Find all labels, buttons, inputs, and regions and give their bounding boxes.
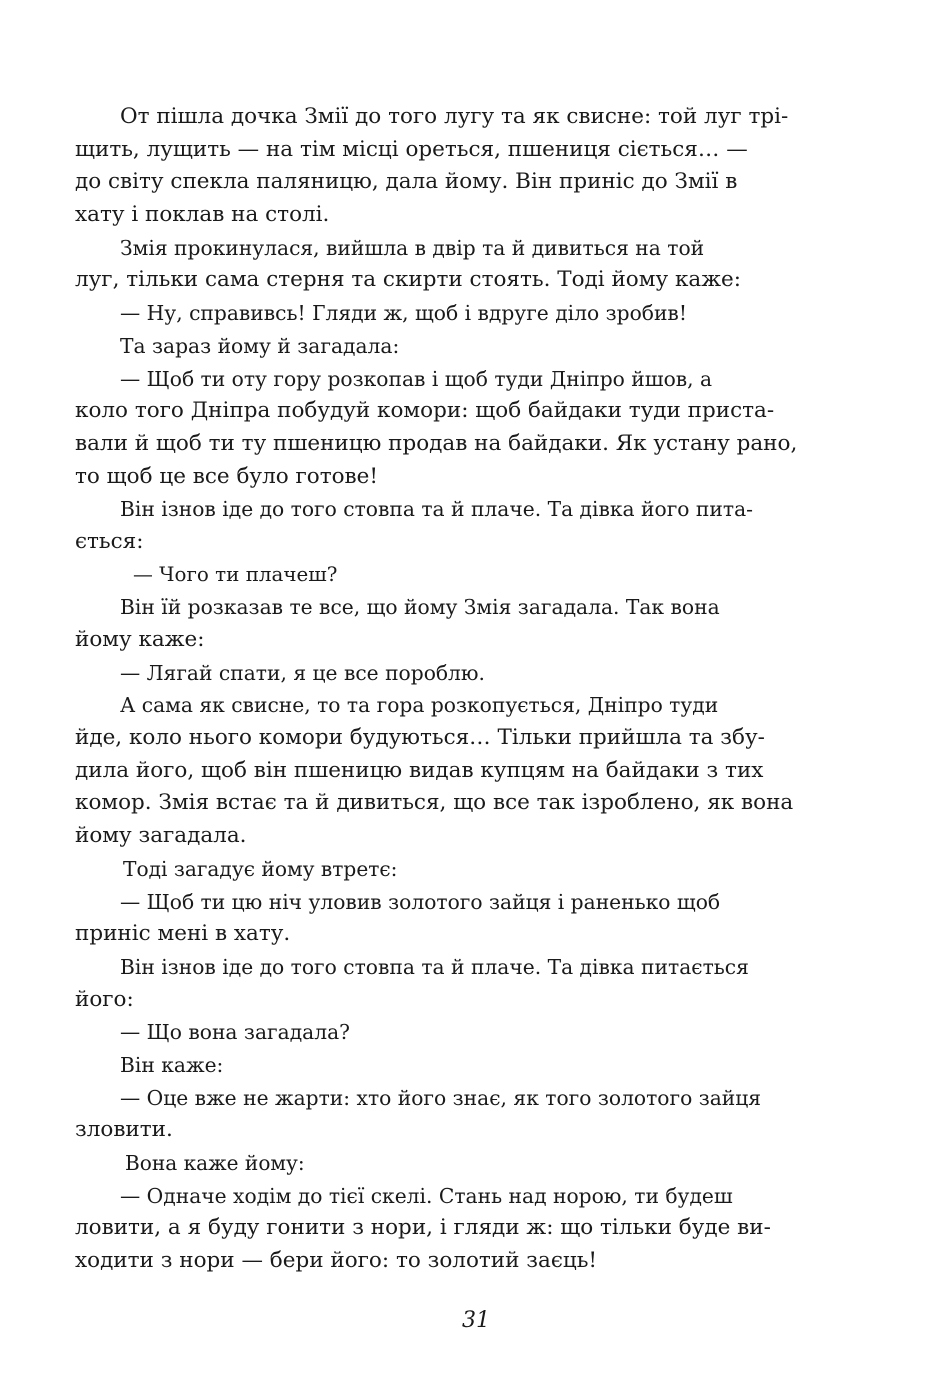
text-line: хату і поклав на столі. <box>75 202 330 228</box>
text-line: Тоді загадує йому втретє: <box>123 856 398 881</box>
text-line: то щоб це все було готове! <box>75 463 379 489</box>
text-line: щить, лущить — на тім місці ореться, пшениця сіється… — <box>75 136 748 162</box>
text-line: йому каже: <box>75 627 205 652</box>
text-line: Та зараз йому й загадала: <box>120 333 400 358</box>
text-line: Змія прокинулася, вийшла в двір та й дивиться на той <box>120 235 705 260</box>
text-line: Він їй розказав те все, що йому Змія загадала. Так вона <box>120 595 720 620</box>
text-line: його: <box>75 986 134 1012</box>
text-line: до світу спекла паляницю, дала йому. Він приніс до Змії в <box>75 169 738 195</box>
text-line: ловити, а я буду гонити з нори, і гляди ж: що тільки буде ви- <box>75 1215 771 1241</box>
text-line: зловити. <box>75 1117 173 1143</box>
text-line: вали й щоб ти ту пшеницю продав на байдаки. Як устану рано, <box>75 430 798 456</box>
text-line: А сама як свисне, то та гора розкопується, Дніпро туди <box>120 693 719 718</box>
text-line: Він каже: <box>120 1052 224 1077</box>
text-line: коло того Дніпра побудуй комори: щоб байдаки туди приста- <box>75 398 775 424</box>
text-line: — Чого ти плачеш? <box>133 562 338 586</box>
text-line: От пішла дочка Змії до того лугу та як свисне: той луг трі- <box>120 104 789 129</box>
text-line: йому загадала. <box>75 823 247 849</box>
document-body <box>75 101 845 1278</box>
text-line: — Лягай спати, я це все пороблю. <box>120 660 485 685</box>
text-line: — Ну, справивсь! Гляди ж, щоб і вдруге діло зробив! <box>120 301 687 326</box>
text-line: — Щоб ти цю ніч уловив золотого зайця і раненько щоб <box>120 889 721 914</box>
text-line: ється: <box>75 528 144 554</box>
page-number: 31 <box>462 1308 490 1333</box>
text-line: приніс мені в хату. <box>75 921 291 947</box>
text-line: Він ізнов іде до того стовпа та й плаче. Та дівка його пита- <box>120 497 753 522</box>
text-line: дила його, щоб він пшеницю видав купцям на байдаки з тих <box>75 757 764 783</box>
text-line: комор. Змія встає та й дивиться, що все так ізроблено, як вона <box>75 790 794 816</box>
text-line: — Щоб ти оту гору розкопав і щоб туди Дніпро йшов, а <box>120 366 713 391</box>
text-line: Він ізнов іде до того стовпа та й плаче. Та дівка питається <box>120 954 749 979</box>
text-line: Вона каже йому: <box>125 1151 305 1175</box>
text-line: йде, коло нього комори будуються… Тільки прийшла та збу- <box>75 725 765 751</box>
text-line: — Одначе ходім до тієї скелі. Стань над норою, ти будеш <box>120 1183 733 1208</box>
text-line: — Що вона загадала? <box>120 1020 350 1045</box>
text-line: ходити з нори — бери його: то золотий заєць! <box>75 1248 598 1274</box>
text-line: луг, тільки сама стерня та скирти стоять. Тоді йому каже: <box>75 267 741 293</box>
text-line: — Оце вже не жарти: хто його знає, як того золотого зайця <box>120 1085 762 1110</box>
